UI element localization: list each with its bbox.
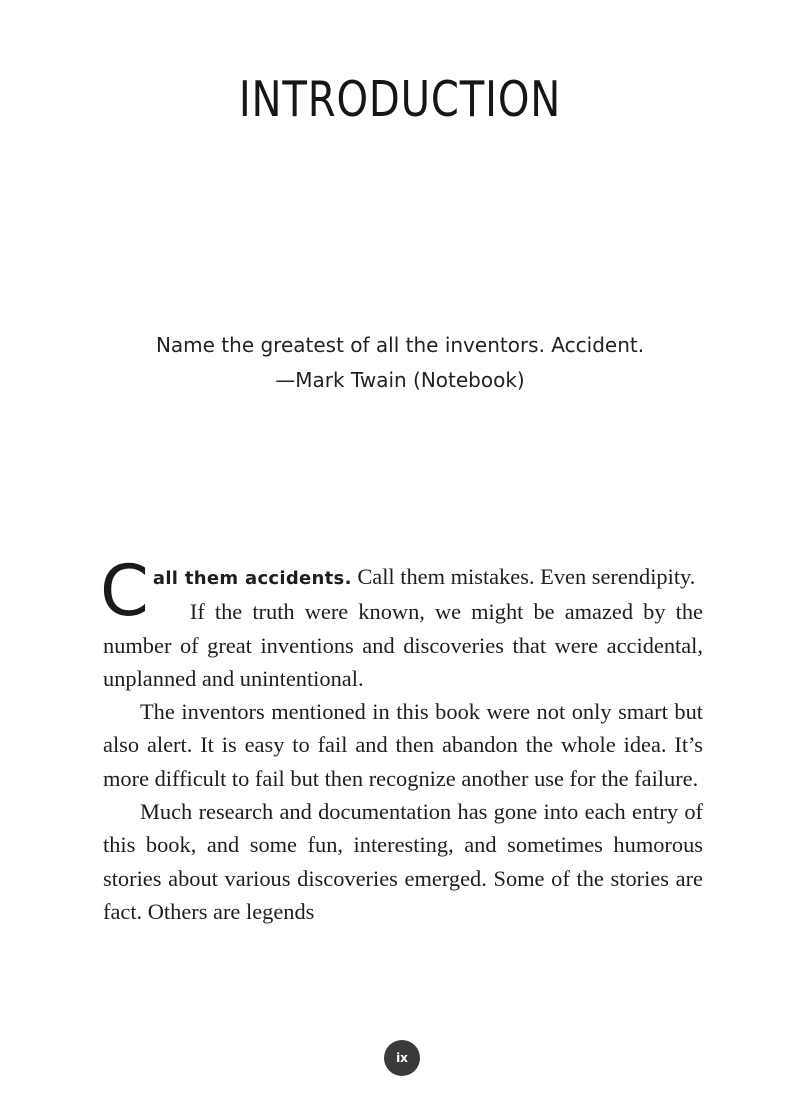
epigraph — [0, 328, 800, 398]
paragraph-3: The inventors mentioned in this book were not only smart but also alert. It is easy to fail and then abandon the whole idea. It’s more difficult to fail but then recognize another use for the failure. — [103, 699, 703, 791]
lead-in: all them accidents. — [152, 568, 352, 589]
epigraph-attribution: —Mark Twain (Notebook) — [275, 368, 525, 392]
paragraph-2: If the truth were known, we might be amazed by the number of great inventions and discoveries that were accidental, unplanned and unintentional. — [103, 599, 703, 691]
drop-cap: C — [100, 550, 149, 632]
epigraph-quote: Name the greatest of all the inventors. Accident. — [155, 333, 645, 357]
paragraph-1 — [100, 550, 703, 632]
body-text — [100, 550, 703, 928]
page-number-badge: ix — [384, 1040, 420, 1076]
chapter-title: INTRODUCTION — [238, 71, 562, 128]
paragraph-4: Much research and documentation has gone into each entry of this book, and some fun, interesting, and sometimes humorous stories about various discoveries emerged. Some of the stories are fact. Others are legends — [103, 799, 703, 924]
paragraph-1-text: Call them mistakes. Even serendipity. — [351, 564, 696, 589]
